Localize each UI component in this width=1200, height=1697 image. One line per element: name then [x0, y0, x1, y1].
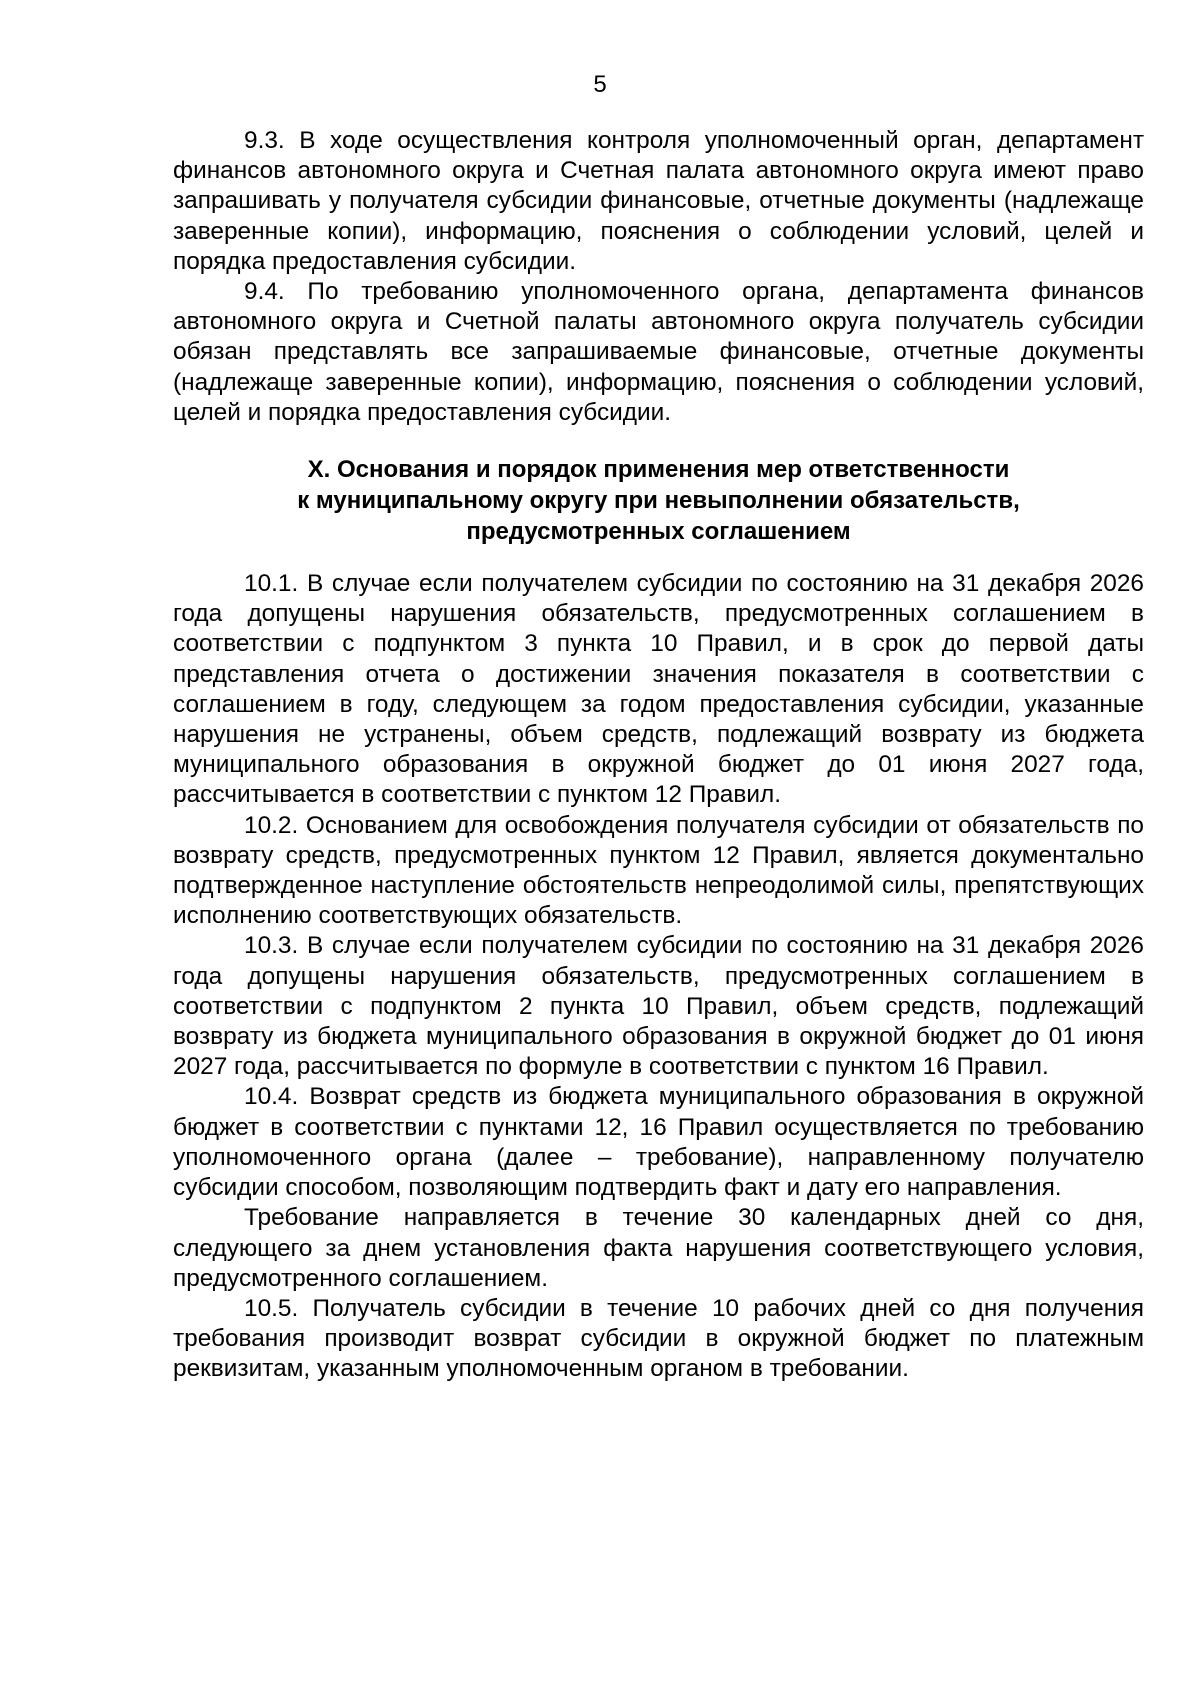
section-10-heading-line-3: предусмотренных соглашением: [466, 518, 851, 546]
paragraph-9-3: 9.3. В ходе осуществления контроля уполномоченный орган, департамент финансов автономного округа и Счетная палата автономного округа имеют право запрашивать у получателя субсидии финансовые, отчетные документы (надлежаще заверенные копии), информацию, пояснения о соблюдении условий, целей и порядка предоставления субсидии.: [173, 127, 1144, 275]
paragraph-10-5: 10.5. Получатель субсидии в течение 10 рабочих дней со дня получения требования производит возврат субсидии в окружной бюджет по платежным реквизитам, указанным уполномоченным органом в требовании.: [173, 1294, 1144, 1383]
paragraph-10-3: 10.3. В случае если получателем субсидии по состоянию на 31 декабря 2026 года допущены нарушения обязательств, предусмотренных соглашением в соответствии с подпунктом 2 пункта 10 Правил, объем средств, подлежащий возврату из бюджета муниципального образования в окружной бюджет до 01 июня 2027 года, рассчитывается по формуле в соответствии с пунктом 16 Правил.: [173, 932, 1144, 1081]
section-10-heading: [173, 454, 1144, 547]
paragraph-10-4: 10.4. Возврат средств из бюджета муниципального образования в окружной бюджет в соответствии с пунктами 12, 16 Правил осуществляется по требованию уполномоченного органа (далее – требование), направленному получателю субсидии способом, позволяющим подтвердить факт и дату его направления.: [173, 1083, 1144, 1202]
paragraph-10-4-requirement: Требование направляется в течение 30 календарных дней со дня, следующего за днем установления факта нарушения соответствующего условия, предусмотренного соглашением.: [173, 1204, 1144, 1292]
paragraph-10-1: 10.1. В случае если получателем субсидии по состоянию на 31 декабря 2026 года допущены нарушения обязательств, предусмотренных соглашением в соответствии с подпунктом 3 пункта 10 Правил, и в срок до первой даты представления отчета о достижении значения показателя в соответствии с соглашением в году, следующем за годом предоставления субсидии, указанные нарушения не устранены, объем средств, подлежащий возврату из бюджета муниципального образования в окружной бюджет до 01 июня 2027 года, рассчитывается в соответствии с пунктом 12 Правил.: [173, 570, 1144, 809]
section-10-heading-line-1: X. Основания и порядок применения мер ответственности: [307, 456, 1010, 484]
document-body: [173, 126, 1144, 1385]
section-10-heading-line-2: к муниципальному округу при невыполнении обязательств,: [297, 487, 1020, 515]
paragraph-9-4: 9.4. По требованию уполномоченного органа, департамента финансов автономного округа и Счетной палаты автономного округа получатель субсидии обязан представлять все запрашиваемые финансовые, отчетные документы (надлежаще заверенные копии), информацию, пояснения о соблюдении условий, целей и порядка предоставления субсидии.: [173, 278, 1144, 426]
page-number: 5: [593, 71, 607, 98]
paragraph-10-2: 10.2. Основанием для освобождения получателя субсидии от обязательств по возврату средств, предусмотренных пунктом 12 Правил, является документально подтвержденное наступление обстоятельств непреодолимой силы, препятствующих исполнению соответствующих обязательств.: [173, 811, 1144, 930]
